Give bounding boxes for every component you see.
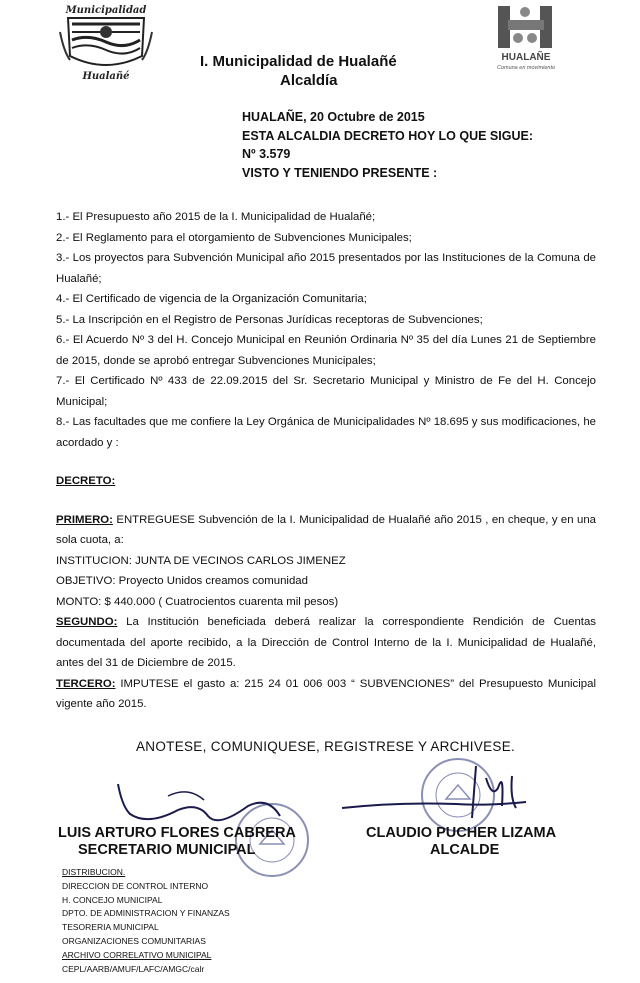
mayor-title: ALCALDE bbox=[430, 842, 500, 858]
consideration-7: 7.- El Certificado Nº 433 de 22.09.2015 del Sr. Secretario Municipal y Ministro de Fe del H. Concejo Municipal; bbox=[56, 375, 596, 408]
mayor-name: CLAUDIO PUCHER LIZAMA bbox=[366, 825, 557, 841]
consideration-2: 2.- El Reglamento para el otorgamiento de Subvenciones Municipales; bbox=[56, 231, 412, 244]
document-title bbox=[200, 52, 397, 90]
consideration-5: 5.- La Inscripción en el Registro de Personas Jurídicas receptoras de Subvenciones; bbox=[56, 313, 483, 326]
tercero-text: IMPUTESE el gasto a: 215 24 01 006 003 “ SUBVENCIONES” del Presupuesto Municipal vigente año 2015. bbox=[56, 677, 596, 710]
consideration-8: 8.- Las facultades que me confiere la Ley Orgánica de Municipalidades Nº 18.695 y sus modificaciones, he acordado y : bbox=[56, 416, 596, 449]
consideration-1: 1.- El Presupuesto año 2015 de la I. Municipalidad de Hualañé; bbox=[56, 211, 376, 223]
tercero-label: TERCERO: bbox=[56, 677, 116, 690]
distribution-list bbox=[62, 866, 230, 976]
brand-slogan: Comuna en movimiento bbox=[496, 65, 556, 71]
crest-text-top: Municipalidad bbox=[65, 5, 147, 16]
municipal-crest bbox=[58, 2, 154, 82]
tercero-clause bbox=[56, 674, 596, 715]
distribution-heading: DISTRIBUCION. bbox=[62, 867, 126, 877]
distribution-item: DPTO. DE ADMINISTRACION Y FINANZAS bbox=[62, 908, 230, 919]
consideration-3: 3.- Los proyectos para Subvención Municipal año 2015 presentados por las Instituciones de la Comuna de Hualañé; bbox=[56, 252, 596, 285]
objetivo-line: OBJETIVO: Proyecto Unidos creamos comunidad bbox=[56, 575, 308, 587]
closing-statement: ANOTESE, COMUNIQUESE, REGISTRESE Y ARCHIVESE. bbox=[136, 739, 516, 754]
distribution-initials: CEPL/AARB/AMUF/LAFC/AMGC/calr bbox=[62, 963, 205, 974]
decree-statement: ESTA ALCALDIA DECRETO HOY LO QUE SIGUE: bbox=[242, 128, 533, 143]
visto-heading: VISTO Y TENIENDO PRESENTE : bbox=[242, 165, 438, 180]
title-line2: Alcaldía bbox=[280, 72, 338, 89]
distribution-item: H. CONCEJO MUNICIPAL bbox=[62, 894, 163, 905]
consideration-6: 6.- El Acuerdo Nº 3 del H. Concejo Municipal en Reunión Ordinaria Nº 35 del día Lunes 21 de Septiembre de 2015, donde se aprobó entregar Subvenciones Municipales; bbox=[56, 334, 596, 367]
decree-date: HUALAÑE, 20 Octubre de 2015 bbox=[242, 110, 425, 124]
consideration-4: 4.- El Certificado de vigencia de la Organización Comunitaria; bbox=[56, 293, 367, 305]
mayor-signature bbox=[336, 758, 536, 828]
decreto-heading: DECRETO: bbox=[56, 475, 116, 487]
primero-clause bbox=[56, 510, 596, 551]
decree-body bbox=[56, 207, 596, 715]
crest-text-bottom: Hualañé bbox=[82, 71, 130, 82]
decree-number: Nº 3.579 bbox=[242, 147, 291, 161]
segundo-label: SEGUNDO: bbox=[56, 616, 118, 628]
primero-label: PRIMERO: bbox=[56, 513, 113, 526]
secretary-signature-block bbox=[58, 825, 296, 859]
primero-text: ENTREGUESE Subvención de la I. Municipalidad de Hualañé año 2015 , en cheque, y en una sola cuota, a: bbox=[56, 513, 596, 546]
monto-line: MONTO: $ 440.000 ( Cuatrocientos cuarenta mil pesos) bbox=[56, 595, 339, 608]
decree-header bbox=[242, 108, 533, 182]
distribution-item: DIRECCION DE CONTROL INTERNO bbox=[62, 880, 209, 891]
segundo-text: La Institución beneficiada deberá realizar la correspondiente Rendición de Cuentas documentada del aporte recibido, a la Dirección de Control Interno de la I. Municipalidad de Hualañé, antes del 31 de Diciembre de 2015. bbox=[56, 616, 596, 669]
distribution-archive: ARCHIVO CORRELATIVO MUNICIPAL bbox=[62, 949, 212, 960]
distribution-item: ORGANIZACIONES COMUNITARIAS bbox=[62, 935, 206, 946]
brand-name: HUALAÑE bbox=[501, 52, 551, 63]
hualane-brand-logo bbox=[492, 2, 560, 72]
mayor-signature-block bbox=[366, 825, 556, 859]
institucion-line: INSTITUCION: JUNTA DE VECINOS CARLOS JIMENEZ bbox=[56, 554, 346, 567]
secretary-name: LUIS ARTURO FLORES CABRERA bbox=[58, 825, 296, 841]
distribution-item: TESORERIA MUNICIPAL bbox=[62, 922, 159, 933]
title-line1: I. Municipalidad de Hualañé bbox=[200, 53, 397, 70]
segundo-clause bbox=[56, 612, 596, 674]
secretary-title: SECRETARIO MUNICIPAL bbox=[78, 842, 256, 858]
